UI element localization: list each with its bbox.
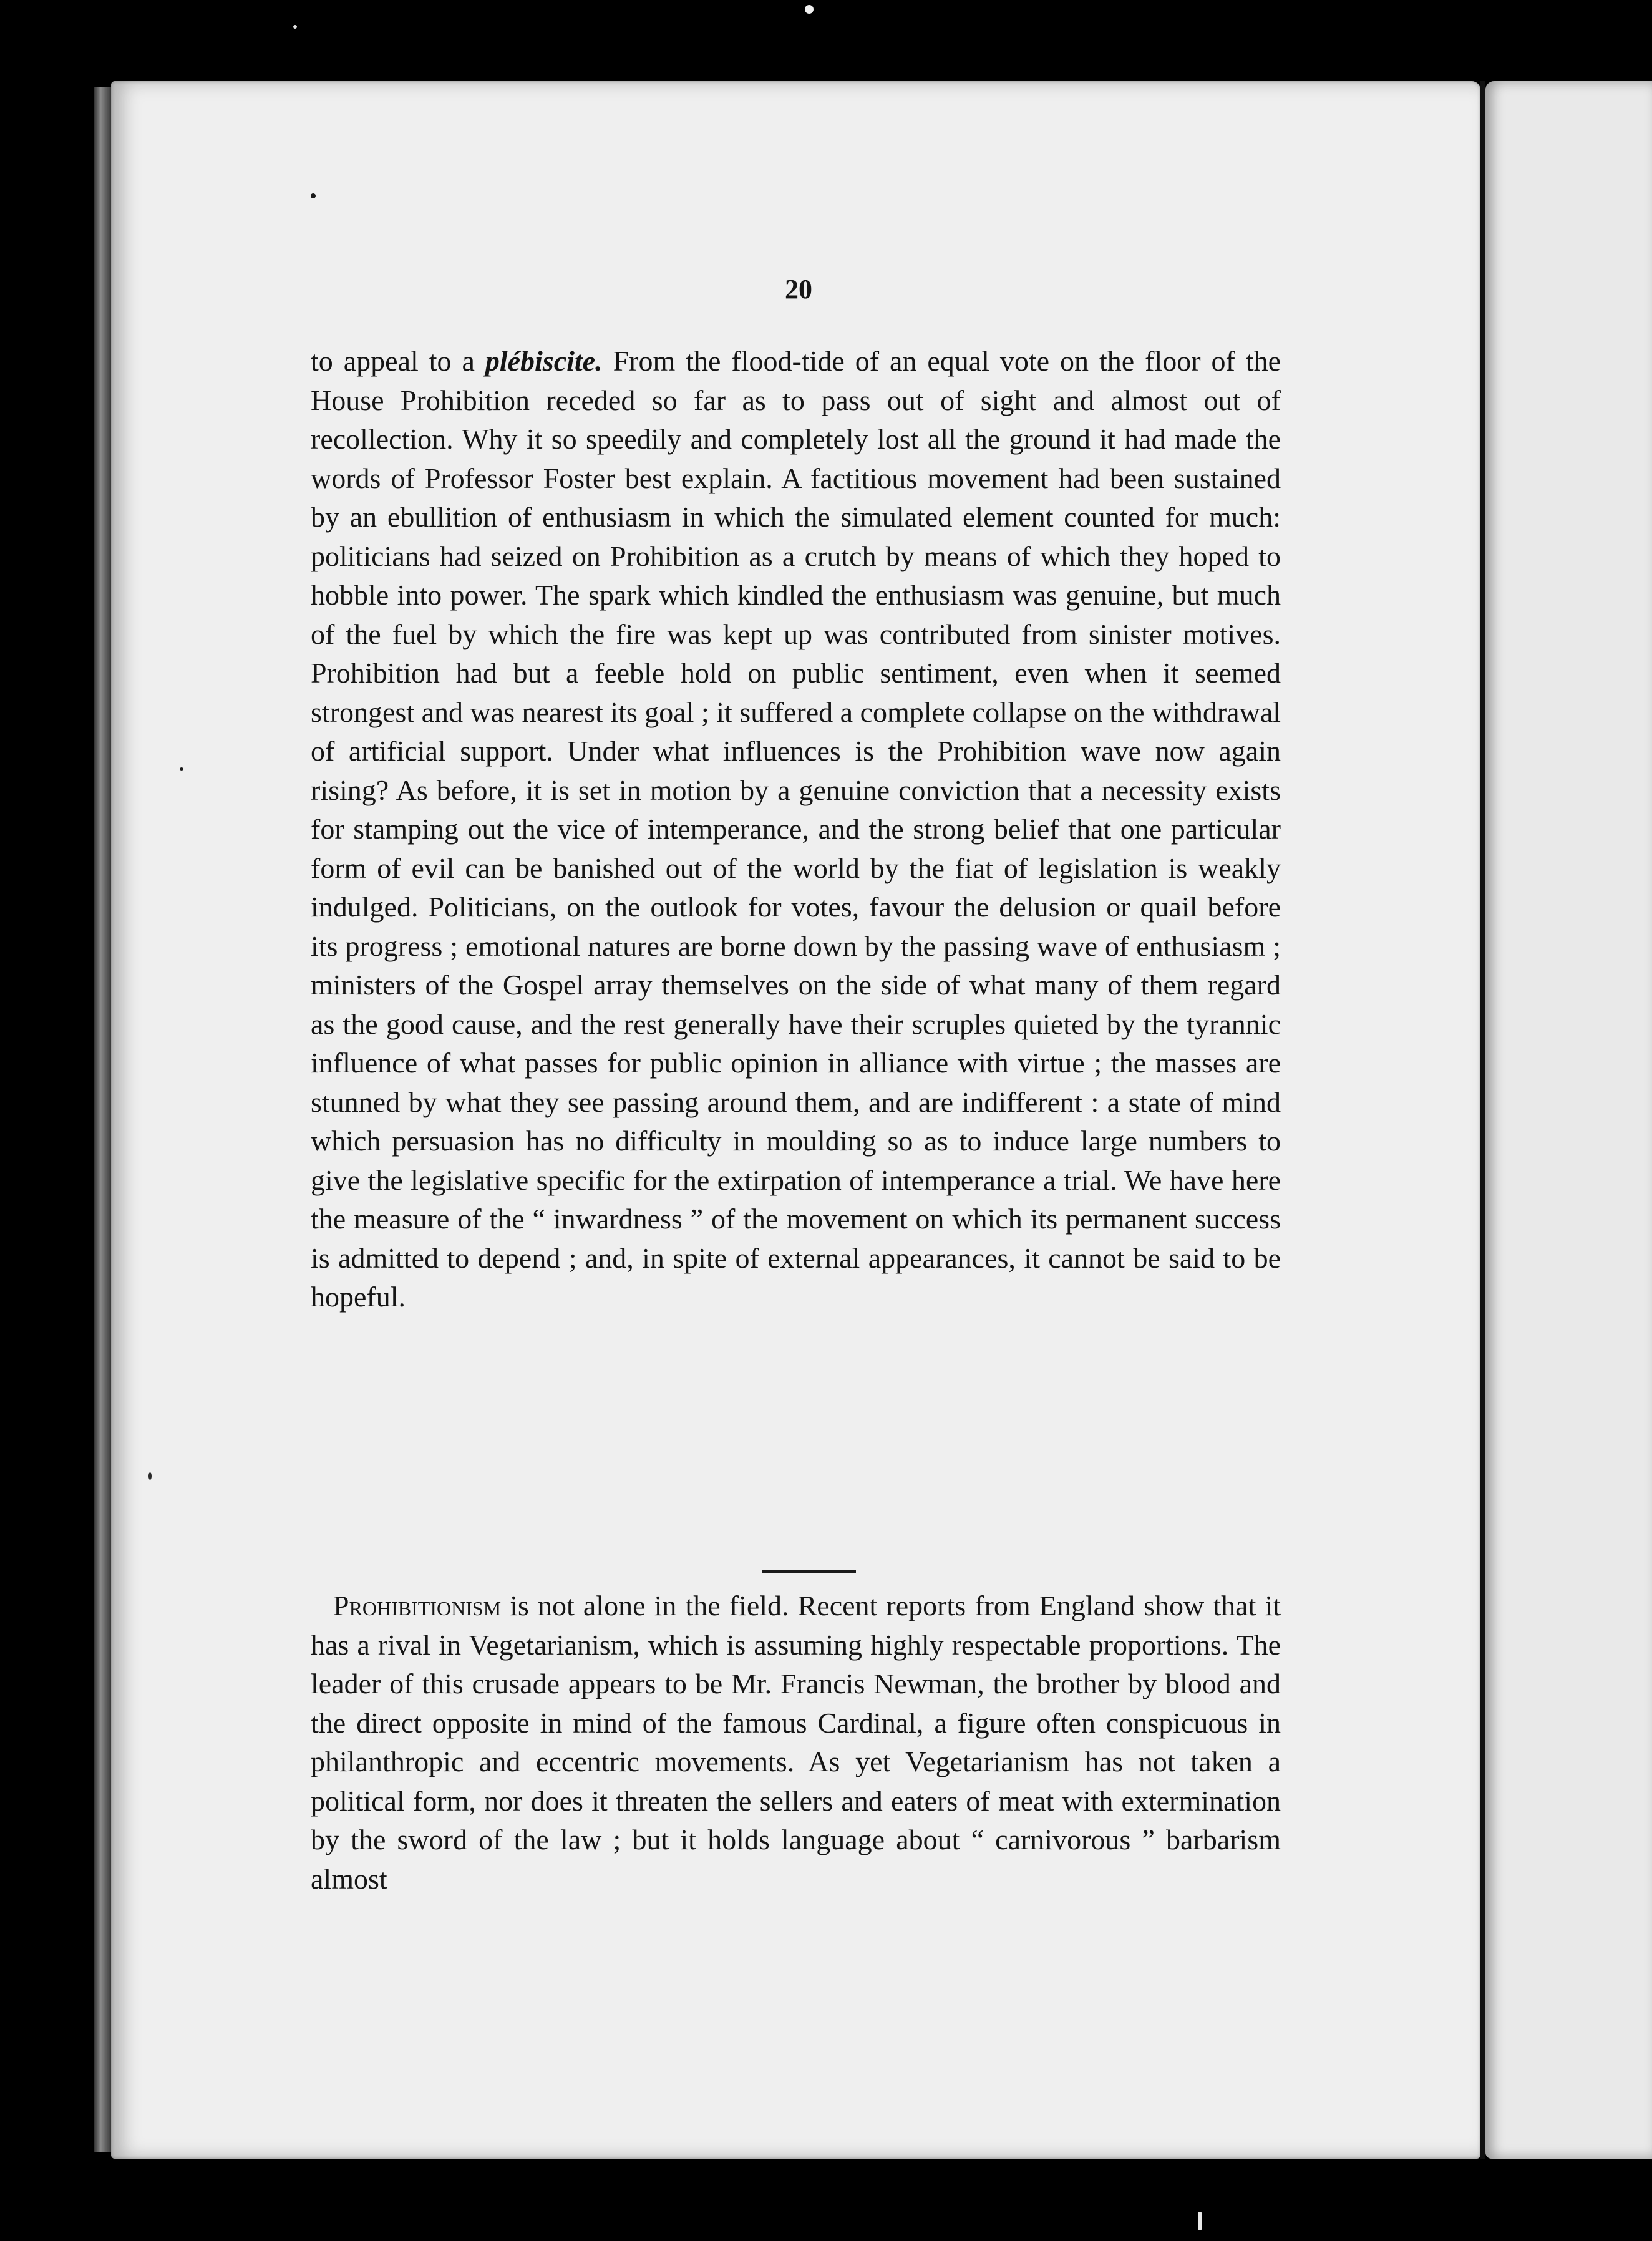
paper-speck [311, 193, 316, 198]
scan-mark [805, 5, 814, 14]
section-divider [762, 1570, 856, 1573]
page-gutter [1480, 81, 1485, 2159]
paper-speck [148, 1472, 152, 1480]
page-number: 20 [785, 274, 812, 304]
italic-term: plébiscite. [485, 345, 603, 377]
paragraph-2 [311, 1587, 1281, 1898]
facing-page-edge [1485, 81, 1652, 2159]
paper-speck [180, 767, 183, 771]
small-caps-lead: Prohibitionism [333, 1590, 502, 1621]
paragraph-1-body: From the flood-tide of an equal vote on the floor of the House Prohibition receded so far as to pass out of sight and almost out of recollection. Why it so speedily and completely lost all the ground it had made the words of Professor Foster best explain. A factitious movement had been sustained by an ebullition of enthusiasm in which the simulated element counted for much: politicians had seized on Prohibition as a crutch by means of which they hoped to hobble into power. The spark which kindled the enthusiasm was genuine, but much of the fuel by which the fire was kept up was contributed from sinister motives. Prohibition had but a feeble hold on public sentiment, even when it seemed strongest and was nearest its goal ; it suffered a complete collapse on the withdrawal of artificial support. Under what influences is the Prohibition wave now again rising? As before, it is set in motion by a genuine conviction that a necessity exists for stamping out the vice of intemperance, and the strong belief that one particular form of evil can be banished out of the world by the fiat of legislation is weakly indulged. Politicians, on the outlook for votes, favour the delusion or quail before its progress ; emotional natures are borne down by the passing wave of enthusiasm ; ministers of the Gospel array themselves on the side of what many of them regard as the good cause, and the rest generally have their scruples quieted by the tyrannic influence of what passes for public opinion in alliance with virtue ; the masses are stunned by what they see passing around them, and are indifferent : a state of mind which persuasion has no difficulty in moulding so as to induce large numbers to give the legislative specific for the extirpation of intemperance a trial. We have here the measure of the “ inwardness ” of the movement on which its permanent success is admitted to depend ; and, in spite of external appearances, it cannot be said to be hopeful. [311, 345, 1281, 1313]
scan-mark [1198, 2212, 1202, 2230]
book-binding-edge [94, 87, 111, 2152]
paragraph-2-body: is not alone in the field. Recent reports from England show that it has a rival in Vegetarianism, which is assuming highly respectable proportions. The leader of this crusade appears to be Mr. Francis Newman, the brother by blood and the direct opposite in mind of the famous Cardinal, a figure often conspicuous in philanthropic and eccentric movements. As yet Vegetarianism has not taken a political form, nor does it threaten the sellers and eaters of meat with extermination by the sword of the law ; but it holds language about “ carnivorous ” barbarism almost [311, 1590, 1281, 1895]
scan-mark [293, 25, 297, 29]
paragraph-1 [311, 342, 1281, 1317]
paragraph-1-lead-text: to appeal to a [311, 345, 485, 377]
